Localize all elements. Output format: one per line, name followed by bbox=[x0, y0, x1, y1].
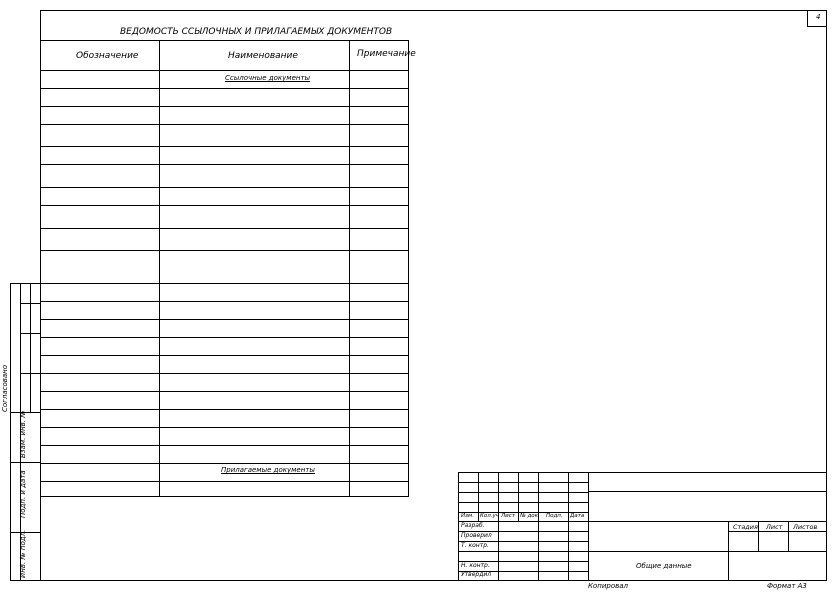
title-block bbox=[458, 472, 827, 581]
table-row-line bbox=[41, 337, 408, 338]
table-row-line bbox=[41, 391, 408, 392]
title-block-header: Кол.уч bbox=[480, 513, 500, 519]
label-stage: Стадия bbox=[733, 523, 758, 531]
title-block-header: № док. bbox=[520, 513, 540, 519]
title-block-role: Разраб. bbox=[461, 522, 485, 529]
stamp-replaced-inv: Взам. инв. № bbox=[19, 410, 27, 458]
table-row-line bbox=[41, 228, 408, 229]
stamp-sign-date: Подп. и дата bbox=[19, 470, 27, 518]
title-block-role: Утвердил bbox=[461, 571, 492, 578]
label-sheet: Лист bbox=[766, 523, 783, 531]
table-row-line bbox=[41, 106, 408, 107]
document-name: Общие данные bbox=[636, 562, 692, 570]
sheet-number-box bbox=[807, 10, 827, 27]
footer-copied: Копировал bbox=[588, 582, 628, 590]
title-block-header: Подп. bbox=[546, 513, 563, 519]
title-block-header: Лист bbox=[501, 513, 515, 519]
column-header-designation: Обозначение bbox=[76, 51, 139, 61]
sheet-number: 4 bbox=[816, 13, 821, 21]
label-sheets: Листов bbox=[793, 523, 818, 531]
table-row-line bbox=[41, 355, 408, 356]
title-block-role: Н. контр. bbox=[461, 562, 490, 569]
stamp-inv-original: Инв. № подл. bbox=[19, 529, 27, 578]
table-row-line bbox=[41, 319, 408, 320]
table-row-line bbox=[41, 481, 408, 482]
section-attached-docs: Прилагаемые документы bbox=[221, 466, 315, 474]
title-block-header: Дата bbox=[570, 513, 585, 519]
title-block-header: Изм. bbox=[461, 513, 474, 519]
footer-format: Формат А3 bbox=[767, 582, 807, 590]
column-header-name: Наименование bbox=[228, 51, 298, 61]
table-row-line bbox=[41, 463, 408, 464]
documents-table bbox=[40, 40, 416, 497]
section-referenced-docs: Ссылочные документы bbox=[225, 74, 311, 82]
table-row-line bbox=[41, 283, 408, 284]
stamp-agreed: Согласовано bbox=[1, 364, 9, 412]
table-row-line bbox=[41, 88, 408, 89]
table-row-line bbox=[41, 427, 408, 428]
title-block-role: Проверил bbox=[461, 532, 492, 539]
title-block-role: Т. контр. bbox=[461, 542, 489, 549]
table-row-line bbox=[41, 409, 408, 410]
table-row-line bbox=[41, 146, 408, 147]
table-row-line bbox=[41, 445, 408, 446]
table-row-line bbox=[41, 70, 408, 71]
table-title: ВЕДОМОСТЬ ССЫЛОЧНЫХ И ПРИЛАГАЕМЫХ ДОКУМЕНТОВ bbox=[120, 27, 393, 37]
column-header-note: Примечание bbox=[357, 49, 416, 59]
table-row-line bbox=[41, 124, 408, 125]
table-row-line bbox=[41, 301, 408, 302]
table-row-line bbox=[41, 373, 408, 374]
table-row-line bbox=[41, 205, 408, 206]
table-row-line bbox=[41, 187, 408, 188]
table-row-line bbox=[41, 164, 408, 165]
table-row-line bbox=[41, 250, 408, 251]
